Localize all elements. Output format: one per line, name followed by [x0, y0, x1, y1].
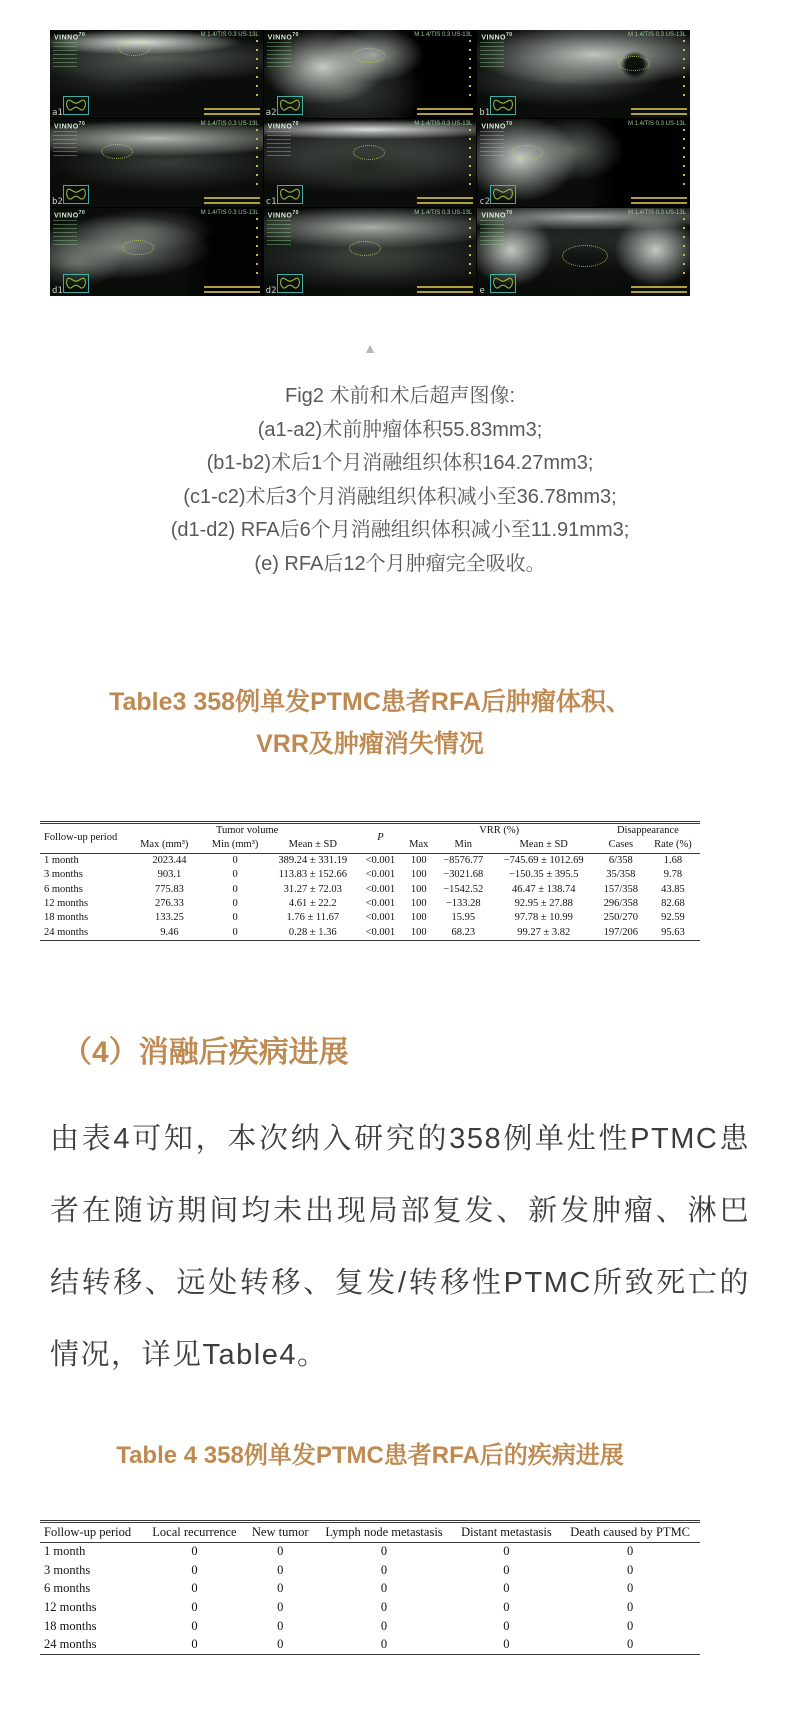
figure2-caption-line: (c1-c2)术后3个月消融组织体积减小至36.78mm3;	[183, 485, 617, 508]
table4-cell: 3 months	[44, 1562, 91, 1577]
us-header-strip	[268, 121, 473, 130]
table3-row	[40, 883, 700, 897]
ultrasound-image-b2[interactable]	[50, 119, 263, 207]
vinno-logo: VINNO$^{70}$	[267, 32, 299, 42]
thyroid-icon	[277, 274, 303, 293]
table3-cell: 389.24 ± 331.19	[278, 854, 348, 866]
us-caliper-marker-icon	[122, 240, 154, 255]
thyroid-icon	[277, 185, 303, 204]
us-params-block	[480, 220, 504, 246]
table3-cell: 4.61 ± 22.2	[288, 897, 337, 909]
figure2-caption-line: Fig2 术前和术后超声图像:	[284, 385, 516, 407]
table4-cell: 0	[503, 1562, 510, 1577]
us-measurement-readout	[417, 108, 473, 116]
us-frame-label: c2	[479, 197, 491, 207]
table3-cell: 18 months	[44, 912, 89, 924]
vinno-logo: VINNO$^{70}$	[481, 32, 513, 42]
us-measurement-readout	[204, 108, 260, 116]
figure2-caption-line: (e) RFA后12个月肿瘤完全吸收。	[254, 552, 546, 575]
table4-cell: 6 months	[44, 1581, 91, 1596]
ultrasound-image-e[interactable]	[477, 208, 690, 296]
table4-title: Table 4 358例单发PTMC患者RFA后的疾病进展	[116, 1442, 624, 1469]
vinno-logo: VINNO$^{70}$	[54, 210, 86, 220]
table3-header-cell: Min (mm³)	[203, 838, 268, 853]
table4-cell: 1 month	[44, 1544, 86, 1559]
table4-cell: 0	[380, 1581, 388, 1596]
us-measurement-readout	[204, 286, 260, 294]
us-depth-ruler	[683, 40, 685, 100]
table4-row	[40, 1561, 700, 1580]
table4-cell: 0	[191, 1544, 198, 1559]
vinno-logo: VINNO$^{70}$	[267, 121, 299, 131]
table4-header-cell: Death caused by PTMC	[560, 1522, 700, 1543]
table3-header-cell: Mean ± SD	[267, 838, 358, 853]
us-frame-label: c1	[265, 197, 277, 207]
us-header-strip	[54, 32, 259, 41]
table4-cell: 0	[380, 1637, 388, 1652]
us-depth-ruler	[256, 40, 258, 100]
table3-cell: 15.95	[451, 912, 476, 924]
table4-header-cell: Follow-up period	[40, 1522, 144, 1543]
table3-cell: 0	[232, 854, 238, 866]
thyroid-icon	[63, 274, 89, 293]
table3-cell: 100	[410, 897, 427, 909]
table3-cell: 99.27 ± 3.82	[517, 926, 571, 938]
table3-cell: <0.001	[365, 912, 396, 924]
us-header-strip	[268, 210, 473, 219]
us-meta-text: M 1.4/TIS 0.3 US-13L	[627, 32, 686, 38]
table3-cell: 43.85	[661, 883, 685, 895]
ultrasound-image-a1[interactable]	[50, 30, 263, 118]
us-meta-text: M 1.4/TIS 0.3 US-13L	[414, 32, 473, 38]
us-caliper-marker-icon	[349, 241, 381, 256]
table3-row	[40, 897, 700, 911]
table4-cell: 0	[380, 1618, 388, 1633]
table3-cell: <0.001	[365, 897, 396, 909]
us-frame-label: d2	[265, 286, 277, 296]
ultrasound-image-a2[interactable]	[264, 30, 477, 118]
us-measurement-readout	[631, 286, 687, 294]
section4-paragraph: 由表4可知，本次纳入研究的358例单灶性PTMC患者在随访期间均未出现局部复发、新发肿瘤、淋巴结转移、远处转移、复发/转移性PTMC所致死亡的情况，详见Table4。	[50, 1123, 750, 1371]
table4	[40, 1520, 700, 1655]
us-meta-text: M 1.4/TIS 0.3 US-13L	[414, 121, 473, 127]
table3-cell: 0	[232, 912, 238, 924]
table3	[40, 821, 700, 941]
table3-cell: −8576.77	[443, 854, 484, 866]
table3-row	[40, 853, 700, 868]
table3-cell: 157/358	[603, 883, 639, 895]
table4-cell: 18 months	[44, 1618, 97, 1633]
us-depth-ruler	[469, 40, 471, 100]
table4-cell: 12 months	[44, 1600, 97, 1614]
table4-cell: 0	[503, 1637, 510, 1652]
section4-heading: （4）消融后疾病进展	[62, 1036, 349, 1069]
table3-cell: 82.68	[661, 897, 685, 909]
table3-row	[40, 926, 700, 941]
figure2-caption-line: (a1-a2)术前肿瘤体积55.83mm3;	[257, 418, 543, 441]
us-measurement-readout	[631, 197, 687, 205]
vinno-logo: VINNO$^{70}$	[54, 121, 86, 131]
us-caliper-marker-icon	[562, 245, 608, 267]
us-params-block	[53, 131, 77, 157]
vinno-logo: VINNO$^{70}$	[481, 121, 513, 131]
table4-cell: 0	[627, 1637, 634, 1652]
table3-cell: 0.28 ± 1.36	[288, 926, 337, 938]
ultrasound-image-c1[interactable]	[264, 119, 477, 207]
table3-header-cell: Cases	[596, 838, 646, 853]
table4-header-cell: Distant metastasis	[453, 1522, 561, 1543]
table4-header-cell: New tumor	[245, 1522, 316, 1543]
table3-cell: 0	[232, 897, 238, 909]
table4-row	[40, 1617, 700, 1636]
table3-cell: <0.001	[365, 854, 396, 866]
table4-row	[40, 1580, 700, 1599]
table4-row	[40, 1599, 700, 1618]
us-caliper-marker-icon	[353, 48, 385, 63]
table3-cell: 113.83 ± 152.66	[278, 869, 347, 881]
us-params-block	[267, 42, 291, 68]
us-measurement-readout	[417, 197, 473, 205]
us-params-block	[267, 131, 291, 157]
us-params-block	[480, 42, 504, 68]
table3-cell: 68.23	[451, 926, 476, 938]
table3-group-header: Tumor volume	[215, 825, 279, 836]
table4-cell: 0	[503, 1600, 510, 1614]
table4-cell: 0	[627, 1618, 634, 1633]
table3-cell: 35/358	[606, 869, 636, 881]
us-depth-ruler	[469, 218, 471, 278]
thyroid-icon	[63, 96, 89, 115]
vinno-logo: VINNO$^{70}$	[481, 210, 513, 220]
table3-cell: 46.47 ± 138.74	[511, 883, 576, 895]
us-caliper-marker-icon	[118, 41, 150, 56]
us-depth-ruler	[683, 129, 685, 189]
table4-cell: 0	[277, 1637, 284, 1652]
table3-cell: 12 months	[44, 897, 89, 909]
table3-cell: 250/270	[603, 912, 639, 924]
table3-cell: −3021.68	[443, 869, 484, 881]
table4-header-cell: Local recurrence	[144, 1522, 245, 1543]
table4-header-cell: Lymph node metastasis	[315, 1522, 452, 1543]
table3-cell: 9.78	[663, 869, 683, 881]
table3-cell: 775.83	[154, 883, 184, 895]
us-header-strip	[481, 32, 686, 41]
table3-header-cell: Min	[435, 838, 492, 853]
table4-row	[40, 1542, 700, 1561]
table3-cell: 6/358	[608, 854, 633, 866]
table4-cell: 0	[191, 1618, 198, 1633]
table4-cell: 24 months	[44, 1637, 97, 1652]
collapse-indicator	[50, 340, 690, 356]
table3-cell: 1 month	[44, 854, 79, 866]
table4-cell: 0	[191, 1600, 198, 1614]
us-header-strip	[268, 32, 473, 41]
us-measurement-readout	[204, 197, 260, 205]
table3-cell: 2023.44	[152, 854, 187, 866]
us-meta-text: M 1.4/TIS 0.3 US-13L	[627, 121, 686, 127]
table3-cell: 1.68	[663, 854, 683, 866]
table4-cell: 0	[503, 1581, 510, 1596]
us-meta-text: M 1.4/TIS 0.3 US-13L	[414, 210, 473, 216]
table3-cell: 31.27 ± 72.03	[283, 883, 342, 895]
us-caliper-marker-icon	[511, 145, 543, 160]
table3-title-line2: VRR及肿瘤消失情况	[256, 730, 484, 758]
table3-cell: 100	[410, 883, 427, 895]
us-header-strip	[54, 210, 259, 219]
us-caliper-marker-icon	[101, 144, 133, 159]
us-params-block	[480, 131, 504, 157]
us-meta-text: M 1.4/TIS 0.3 US-13L	[200, 121, 259, 127]
us-header-strip	[481, 121, 686, 130]
table4-cell: 0	[380, 1562, 388, 1577]
us-meta-text: M 1.4/TIS 0.3 US-13L	[627, 210, 686, 216]
table3-cell: <0.001	[365, 869, 396, 881]
table3-row	[40, 911, 700, 925]
table3-header-cell: Max	[403, 838, 435, 853]
table3-cell: 1.76 ± 11.67	[286, 912, 340, 924]
table3-cell: −745.69 ± 1012.69	[503, 854, 584, 866]
table3-cell: <0.001	[365, 926, 396, 938]
table3-header-cell: Rate (%)	[646, 838, 700, 853]
table4-cell: 0	[627, 1581, 634, 1596]
figure2-ultrasound-grid	[50, 30, 690, 296]
us-frame-label: b1	[479, 108, 491, 118]
table3-cell: 9.46	[160, 926, 179, 938]
table3-title-line1: Table3 358例单发PTMC患者RFA后肿瘤体积、	[109, 688, 631, 716]
table3-cell: 97.78 ± 10.99	[514, 912, 573, 924]
table3-cell: 100	[410, 912, 427, 924]
table4-row	[40, 1636, 700, 1655]
table3-cell: 92.95 ± 27.88	[514, 897, 573, 909]
triangle-up-icon[interactable]: ▲	[363, 340, 377, 356]
thyroid-icon	[63, 185, 89, 204]
table3-cell: 100	[410, 869, 427, 881]
table4-cell: 0	[191, 1637, 198, 1652]
us-frame-label: e	[479, 286, 485, 296]
figure2-caption	[0, 380, 800, 581]
table3-cell: 0	[232, 883, 238, 895]
table3-cell: 276.33	[154, 897, 184, 909]
vinno-logo: VINNO$^{70}$	[267, 210, 299, 220]
table3-cell: 0	[232, 869, 238, 881]
us-header-strip	[54, 121, 259, 130]
table3-cell: 6 months	[44, 883, 83, 895]
figure2-caption-line: (d1-d2) RFA后6个月消融组织体积减小至11.91mm3;	[170, 519, 630, 541]
us-frame-label: a2	[265, 108, 277, 118]
table4-cell: 0	[503, 1544, 510, 1559]
ultrasound-image-d2[interactable]	[264, 208, 477, 296]
table4-cell: 0	[503, 1618, 510, 1633]
table4-cell: 0	[380, 1544, 388, 1559]
table3-cell: 24 months	[44, 926, 89, 938]
thyroid-icon	[490, 274, 516, 293]
table4-cell: 0	[191, 1581, 198, 1596]
us-measurement-readout	[417, 286, 473, 294]
table3-cell: 100	[410, 926, 427, 938]
ultrasound-image-b1[interactable]	[477, 30, 690, 118]
table3-cell: <0.001	[365, 883, 396, 895]
table3-header-cell: Max (mm³)	[136, 838, 203, 853]
table3-cell: 296/358	[603, 897, 639, 909]
us-caliper-marker-icon	[353, 145, 385, 160]
us-params-block	[53, 42, 77, 68]
us-caliper-marker-icon	[618, 56, 650, 71]
table4-cell: 0	[191, 1562, 198, 1577]
table3-header-cell: Follow-up period	[40, 823, 136, 854]
thyroid-icon	[490, 185, 516, 204]
us-depth-ruler	[256, 218, 258, 278]
us-meta-text: M 1.4/TIS 0.3 US-13L	[200, 32, 259, 38]
table3-cell: −133.28	[445, 897, 481, 909]
us-frame-label: b2	[52, 197, 63, 207]
table4-cell: 0	[277, 1581, 284, 1596]
table3-group-header: Disappearance	[616, 825, 679, 836]
table3-cell: 133.25	[154, 912, 184, 924]
table3-cell: −1542.52	[443, 883, 484, 895]
us-frame-label: d1	[52, 286, 63, 296]
table3-cell: 903.1	[157, 869, 182, 881]
us-meta-text: M 1.4/TIS 0.3 US-13L	[200, 210, 259, 216]
us-depth-ruler	[683, 218, 685, 278]
table4-cell: 0	[627, 1544, 634, 1559]
us-header-strip	[481, 210, 686, 219]
table3-title	[40, 681, 700, 765]
table3-group-header: VRR (%)	[479, 825, 520, 836]
us-params-block	[53, 220, 77, 246]
table4-cell: 0	[627, 1562, 634, 1577]
table3-row	[40, 868, 700, 882]
table3-cell: 3 months	[44, 869, 83, 881]
us-params-block	[267, 220, 291, 246]
thyroid-icon	[277, 96, 303, 115]
thyroid-icon	[490, 96, 516, 115]
vinno-logo: VINNO$^{70}$	[54, 32, 86, 42]
us-frame-label: a1	[52, 108, 63, 118]
table3-header-cell: Mean ± SD	[492, 838, 596, 853]
table4-cell: 0	[277, 1562, 284, 1577]
table4-cell: 0	[277, 1618, 284, 1633]
us-depth-ruler	[469, 129, 471, 189]
table3-cell: 92.59	[661, 912, 685, 924]
table4-cell: 0	[380, 1600, 388, 1614]
ultrasound-image-c2[interactable]	[477, 119, 690, 207]
table4-cell: 0	[277, 1600, 284, 1614]
table4-cell: 0	[627, 1600, 634, 1614]
figure2-caption-line: (b1-b2)术后1个月消融组织体积164.27mm3;	[206, 452, 594, 474]
table4-cell: 0	[277, 1544, 284, 1559]
table3-group-header: P	[358, 823, 402, 854]
table3-cell: −150.35 ± 395.5	[509, 869, 579, 881]
table3-cell: 0	[232, 926, 238, 938]
table3-cell: 197/206	[603, 926, 639, 938]
table3-cell: 95.63	[661, 926, 685, 938]
table3-cell: 100	[410, 854, 427, 866]
us-measurement-readout	[631, 108, 687, 116]
ultrasound-image-d1[interactable]	[50, 208, 263, 296]
us-depth-ruler	[256, 129, 258, 189]
